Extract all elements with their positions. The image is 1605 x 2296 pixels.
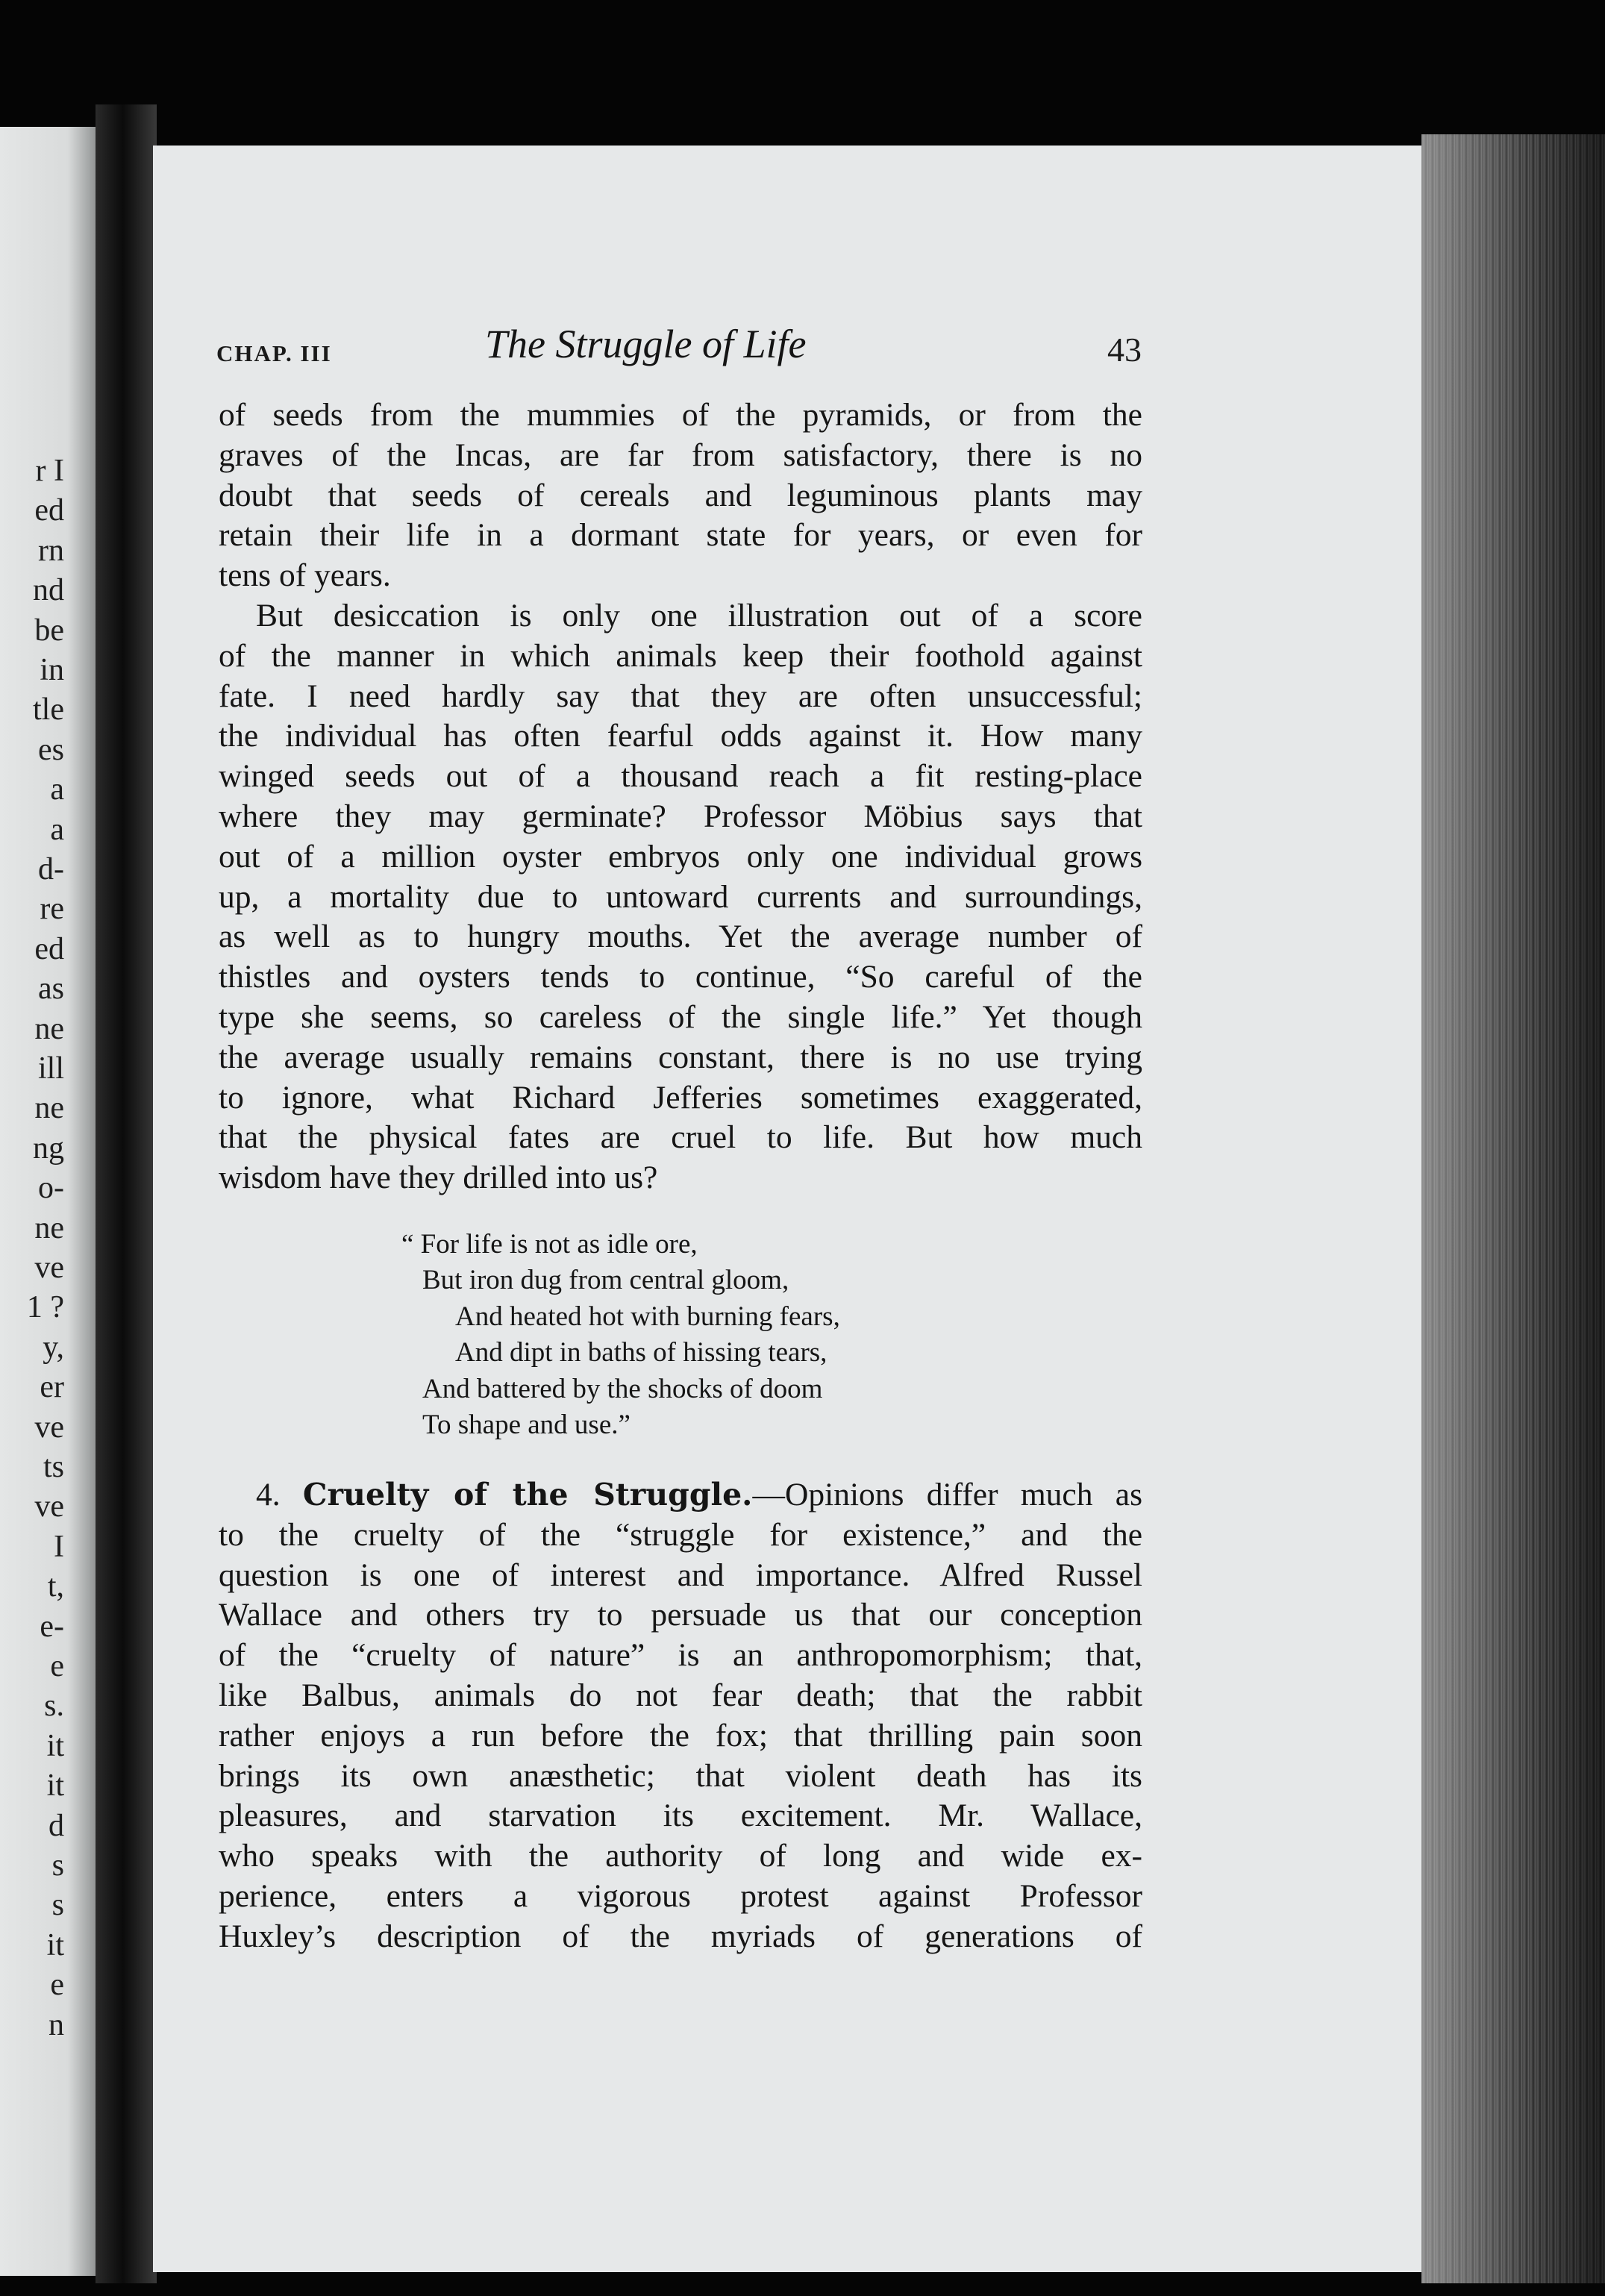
left-page-fragment: ne [34,1011,64,1046]
poem-line: To shape and use.” [422,1410,631,1441]
poem-line: “ For life is not as idle ore, [401,1228,698,1260]
poem-line: And battered by the shocks of doom [422,1373,823,1404]
text-line: question is one of interest and importance. Alfred Russel [219,1557,1142,1593]
left-page-edge [0,127,97,2276]
left-page-fragment: ve [34,1489,64,1524]
text-line: doubt that seeds of cereals and leguminous plants may [219,477,1142,513]
left-page-fragment: er [40,1370,64,1405]
text-line: brings its own anæsthetic; that violent death has its [219,1757,1142,1794]
running-title: The Struggle of Life [485,322,807,366]
text-line: of the manner in which animals keep their foothold against [219,637,1142,674]
left-page-fragment: a [50,812,64,847]
text-line: as well as to hungry mouths. Yet the average number of [219,919,1142,955]
text-line: fate. I need hardly say that they are often unsuccessful; [219,678,1142,714]
left-page-fragment: n [49,2007,64,2042]
left-page-fragment: ed [34,493,64,528]
section-number: 4. [256,1476,281,1513]
left-page-fragment: t, [47,1569,64,1604]
paragraph-2 [219,596,1142,1198]
text-line: type she seems, so careless of the single life.” Yet though [219,998,1142,1035]
section-heading: Cruelty of the Struggle. [302,1476,753,1513]
left-page-fragment: re [40,892,64,927]
text-line: Huxley’s description of the myriads of generations of [219,1918,1142,1954]
left-page-fragment: 1 ? [26,1290,64,1325]
text-line: who speaks with the authority of long and wide ex- [219,1838,1142,1874]
text-line: winged seeds out of a thousand reach a fit resting-place [219,758,1142,795]
left-page-fragment: a [50,772,64,807]
left-page-fragment: es [38,732,64,767]
text-line: tens of years. [219,557,391,594]
left-page-fragment: in [40,653,64,687]
section-first-line [219,1475,1142,1515]
left-page-fragment: ill [37,1051,64,1086]
left-page-fragment: d- [38,852,64,886]
left-page-fragment: nd [33,573,64,608]
left-page-fragment: ve [34,1251,64,1285]
left-page-fragment: it [46,1927,64,1962]
poem-line: And dipt in baths of hissing tears, [455,1337,827,1368]
text-line: wisdom have they drilled into us? [219,1160,658,1196]
page-number: 43 [1107,331,1142,369]
left-page-fragment: o- [38,1171,64,1206]
text-line: pleasures, and starvation its excitement. Mr. Wallace, [219,1798,1142,1834]
page-edges-strip [1421,134,1605,2283]
left-page-fragment: it [46,1728,64,1763]
left-page-fragment: d [49,1808,64,1843]
left-page-fragment: e- [40,1609,64,1644]
left-page-fragment: it [46,1768,64,1804]
left-page-fragment: s [51,1848,64,1883]
paragraph-1 [219,395,1142,596]
text-line: up, a mortality due to untoward currents and surroundings, [219,878,1142,915]
left-page-fragment: ts [43,1450,64,1484]
text-line: retain their life in a dormant state for years, or even for [219,517,1142,554]
left-page-fragment: I [54,1529,64,1564]
text-line: graves of the Incas, are far from satisfactory, there is no [219,437,1142,473]
section-4 [219,1475,1142,1957]
text-line: But desiccation is only one illustration out of a score [256,597,1142,634]
left-page-fragment: y, [43,1330,64,1365]
poem-line: But iron dug from central gloom, [422,1265,789,1296]
left-page-fragment: rn [38,533,64,568]
section-first-line-text: —Opinions differ much as [752,1476,1142,1513]
text-line: that the physical fates are cruel to life. But how much [219,1119,1142,1156]
left-page-fragment: e [50,1649,64,1683]
left-page-fragment: e [50,1968,64,2003]
left-page-fragment: as [38,972,64,1007]
running-head [216,321,1142,381]
poem-line: And heated hot with burning fears, [455,1301,840,1332]
left-page-fragment: tle [33,692,64,728]
text-line: thistles and oysters tends to continue, “So careful of the [219,959,1142,995]
left-page-fragment: r I [35,454,64,488]
left-page-fragment: ed [34,931,64,966]
left-page-fragment: be [34,613,64,648]
text-line: to ignore, what Richard Jefferies sometimes exaggerated, [219,1079,1142,1116]
text-line: of the “cruelty of nature” is an anthropomorphism; that, [219,1637,1142,1674]
book-gutter [96,104,157,2283]
left-page-fragment: ne [34,1210,64,1245]
text-line: perience, enters a vigorous protest against Professor [219,1877,1142,1914]
text-line: rather enjoys a run before the fox; that thrilling pain soon [219,1717,1142,1754]
left-page-fragment: s [51,1888,64,1923]
left-page-fragment: s. [44,1689,64,1724]
text-line: the average usually remains constant, there is no use trying [219,1039,1142,1075]
text-line: of seeds from the mummies of the pyramids, or from the [219,397,1142,433]
text-line: out of a million oyster embryos only one individual grows [219,838,1142,875]
text-line: to the cruelty of the “struggle for existence,” and the [219,1516,1142,1553]
chapter-label: CHAP. III [216,340,332,366]
left-page-fragment: ve [34,1410,64,1445]
text-block [219,395,1142,1957]
poem-quote [401,1227,1142,1444]
left-page-fragment: ng [33,1130,64,1166]
left-page-fragment: ne [34,1091,64,1126]
text-line: where they may germinate? Professor Möbius says that [219,798,1142,834]
text-line: Wallace and others try to persuade us that our conception [219,1597,1142,1633]
text-line: the individual has often fearful odds against it. How many [219,718,1142,754]
text-line: like Balbus, animals do not fear death; that the rabbit [219,1677,1142,1713]
